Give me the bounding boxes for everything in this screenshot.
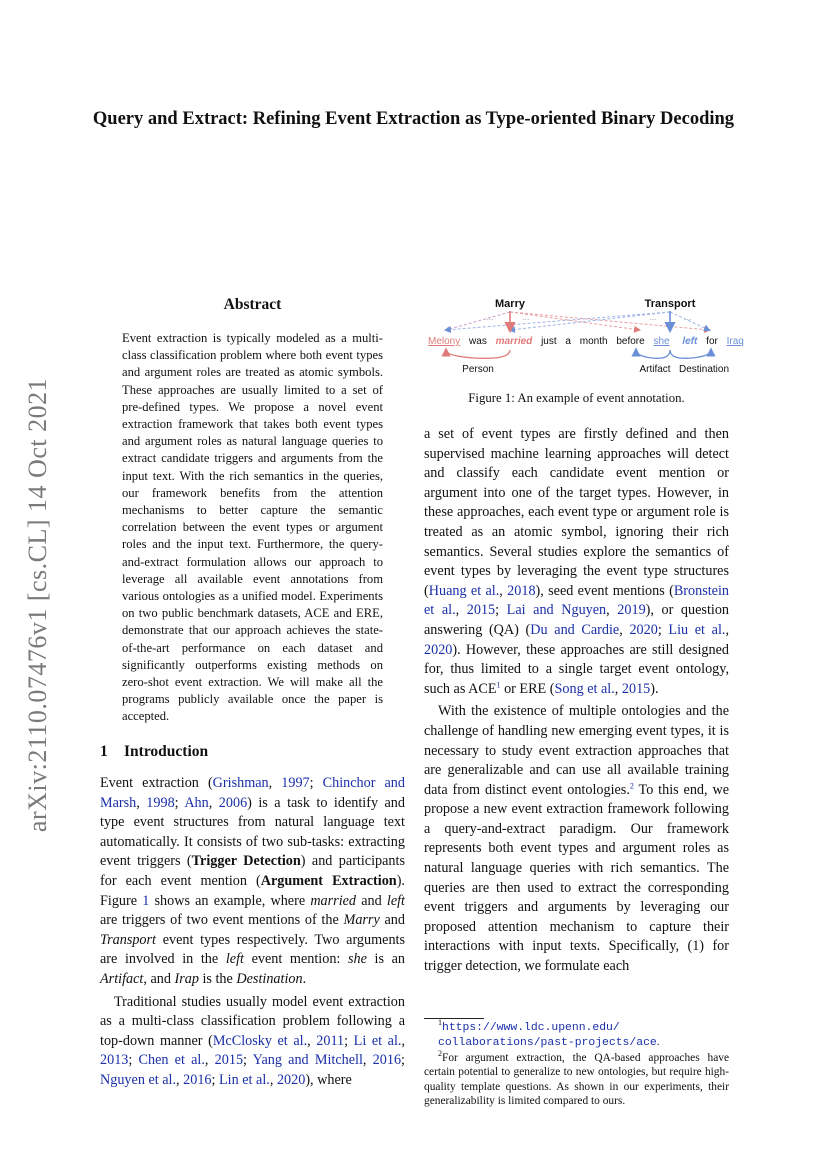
arc-artifact (636, 350, 670, 358)
label-marry: Marry (495, 298, 525, 310)
ellipsis-transport: ... (649, 312, 657, 322)
ellipsis-marry-2: ... (522, 312, 530, 322)
citation-link[interactable]: McClosky et al. (212, 1032, 308, 1049)
left-column (100, 774, 405, 1091)
citation-link[interactable]: Chinchor and Marsh (100, 775, 405, 811)
citation-link[interactable]: Song et al. (554, 680, 615, 697)
citation-link[interactable]: Chen et al. (138, 1052, 205, 1069)
citation-link[interactable]: 2020 (276, 1071, 306, 1088)
citation-link[interactable]: 2016 (372, 1052, 402, 1069)
citation-link[interactable]: Bronstein et al. (424, 582, 729, 619)
arc-destination (670, 350, 711, 358)
paragraph: Event extraction (Grishman, 1997; Chinchor and Marsh, 1998; Ahn, 2006) is a task to identify and type event structures from natural language text automatically. It consists of two sub-tasks: extracting event triggers (Trigger Detection) and participants for each event mention (Argument Extraction). Figure 1 shows an example, where married and left are triggers of two event mentions of the Marry and Transport event types respectively. Two arguments are involved in the left event mention: she is an Artifact, and Irap is the Destination. (100, 775, 405, 987)
dash-line (510, 312, 670, 330)
figure-sentence: Melony was married just a month before she left for Iraq (428, 336, 744, 347)
role-person: Person (462, 364, 494, 375)
abstract-text: Event extraction is typically modeled as a multi-class classification problem where both event types and argument roles are treated as atomic symbols. These approaches are usually limited to a set of pre-defined types. We propose a novel event extraction framework that takes both event types and argument roles as natural language queries to extract candidate triggers and arguments from the input text. With the rich semantics in the queries, our framework benefits from the attention mechanisms to better capture the semantic correlation between the event types or argument roles and the input text. Furthermore, the query-and-extract formulation allows our approach to leverage all available event annotations from various ontologies as a unified model. Experiments on two public benchmark datasets, ACE and ERE, demonstrate that our approach achieves the state-of-the-art performance on each dataset and significantly outperforms existing methods on zero-shot event extraction. We will make all the programs publicly available once the paper is accepted. (122, 331, 383, 724)
citation-link[interactable]: 1997 (281, 775, 310, 791)
dash-line (510, 312, 709, 330)
footnote-ref[interactable]: 1 (496, 679, 501, 689)
section-heading (100, 743, 208, 761)
citation-link[interactable]: Lai and Nguyen (506, 602, 607, 619)
footnote-url[interactable]: collaborations/past-projects/ace (438, 1037, 657, 1050)
citation-link[interactable]: 2018 (507, 582, 536, 599)
footnote-ref[interactable]: 2 (629, 780, 634, 790)
citation-link[interactable]: 1998 (146, 794, 175, 811)
paragraph: a set of event types are firstly defined and then supervised machine learning approaches will detect and classify each candidate event mention or argument into one of the target types. However, in these approaches, each event type or argument role is treated as an atomic symbol, ignoring their rich semantics. Several studies explore the semantics of event types by leveraging the event type structures (Huang et al., 2018), seed event mentions (Bronstein et al., 2015; Lai and Nguyen, 2019), or question answering (QA) (Du and Cardie, 2020; Liu et al., 2020). However, these approaches are still designed for, thus limited to a single target event ontology, such as ACE$^1$ or ERE (Song et al., 2015). (424, 426, 730, 697)
footnotes (424, 1020, 729, 1108)
paragraph: With the existence of multiple ontologies and the challenge of handling new emerging event types, it is necessary to study event extraction approaches that are generalizable and can use all available training data from distinct event ontologies.$^2$ To this end, we propose a new event extraction framework following a query-and-extract paradigm. Our framework represents both event types and argument roles as natural language queries with rich semantics. The queries are then used to extract the corresponding event triggers and arguments by leveraging our proposed attention mechanism to capture their interactions with input texts. Specifically, (1) for trigger detection, we formulate each (424, 703, 729, 975)
citation-link[interactable]: 2020 (424, 641, 453, 658)
figure-ref-link[interactable]: 1 (142, 892, 150, 909)
citation-link[interactable]: 2015 (621, 680, 651, 697)
arxiv-stamp (18, 377, 58, 833)
citation-link[interactable]: 2015 (214, 1052, 244, 1069)
citation-link[interactable]: Nguyen et al. (100, 1071, 177, 1088)
citation-link[interactable]: 2015 (466, 602, 496, 619)
arc-person (446, 350, 510, 358)
role-destination: Destination (678, 364, 730, 375)
abstract-heading: Abstract (223, 296, 282, 313)
paragraph: Traditional studies usually model event extraction as a multi-class classification problem following a top-down manner (McClosky et al., 2011; Li et al., 2013; Chen et al., 2015; Yang and Mitchell, 2016; Nguyen et al., 2016; Lin et al., 2020), where (100, 993, 405, 1088)
section-number: 1 (100, 743, 108, 760)
role-artifact: Artifact (639, 364, 671, 375)
footnote-url[interactable]: https://www.ldc.upenn.edu/ (442, 1022, 620, 1034)
figure-1-diagram (424, 292, 744, 382)
label-transport: Transport (644, 298, 696, 310)
footnote-1: $^1$https://www.ldc.upenn.edu/ collaborations/past-projects/ace. (438, 1018, 660, 1050)
word-iraq: Iraq (726, 336, 744, 347)
citation-link[interactable]: Li et al. (353, 1032, 402, 1049)
citation-link[interactable]: Liu et al. (668, 621, 726, 638)
word-married: married (495, 336, 533, 347)
citation-link[interactable]: 2011 (316, 1032, 345, 1049)
ellipsis-transport-2: ... (684, 312, 692, 322)
figure-1 (424, 292, 744, 387)
citation-link[interactable]: 2020 (629, 621, 658, 638)
footnote-divider (424, 1018, 484, 1019)
paper-title: Query and Extract: Refining Event Extraction as Type-oriented Binary Decoding (92, 109, 735, 129)
citation-link[interactable]: Du and Cardie (530, 621, 620, 638)
citation-link[interactable]: 2016 (183, 1071, 212, 1088)
ellipsis-marry: ... (486, 312, 494, 322)
right-column (424, 425, 729, 977)
footnote-2: $^2$For argument extraction, the QA-based approaches have certain potential to generalize to new ontologies, but require high-quality template questions. As shown in our experiments, their generalizability is limited compared to ours. (424, 1049, 729, 1108)
citation-link[interactable]: 2013 (100, 1052, 129, 1069)
citation-link[interactable]: Grishman (212, 775, 269, 791)
citation-link[interactable]: Huang et al. (428, 582, 500, 599)
figure-caption: Figure 1: An example of event annotation. (468, 391, 685, 405)
word-melony: Melony (428, 336, 461, 347)
citation-link[interactable]: Lin et al. (219, 1071, 270, 1088)
word-left: left (682, 336, 698, 347)
citation-link[interactable]: Yang and Mitchell (252, 1052, 363, 1069)
citation-link[interactable]: 2019 (617, 602, 646, 619)
word-she: she (653, 336, 670, 347)
citation-link[interactable]: Ahn (184, 794, 209, 811)
arxiv-id[interactable]: arXiv:2110.07476v1 [cs.CL] 14 Oct 2021 (23, 377, 52, 833)
section-title: Introduction (124, 743, 209, 760)
citation-link[interactable]: 2006 (218, 794, 248, 811)
